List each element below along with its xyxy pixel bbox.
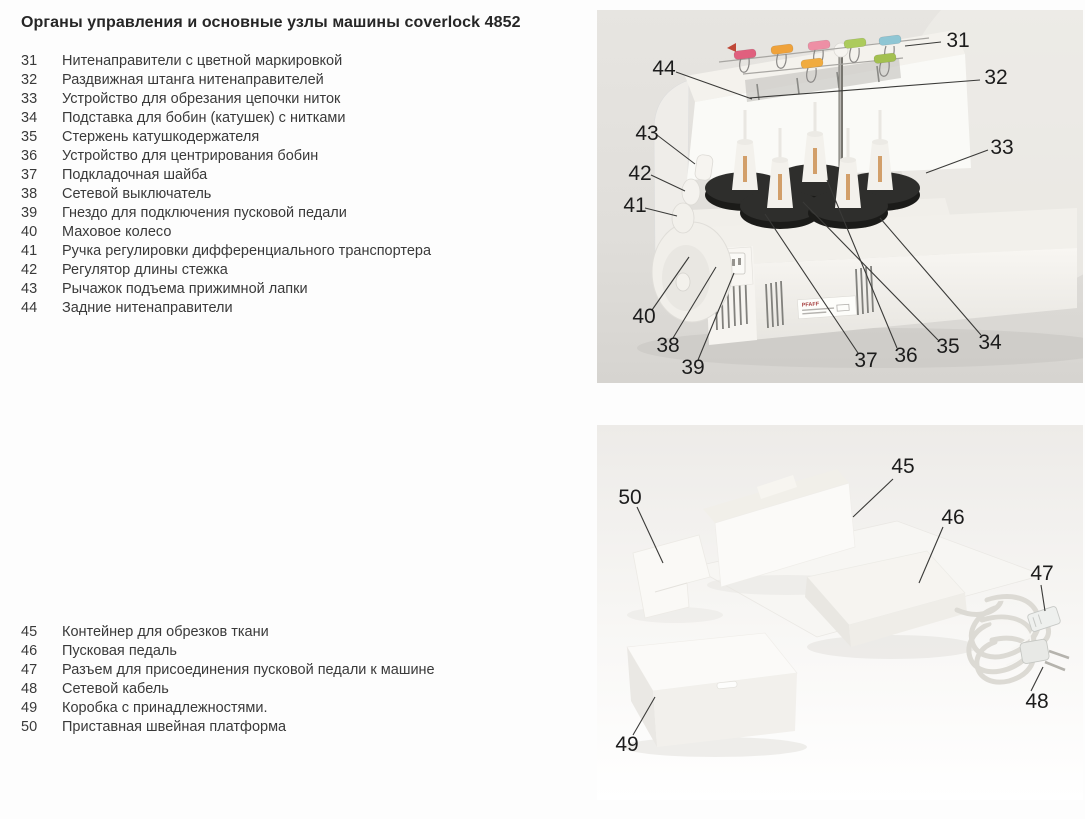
part-number: 34: [21, 110, 38, 126]
list-item: [21, 52, 586, 71]
stitch-length-dial: [682, 179, 700, 205]
callout-number-46: 46: [941, 506, 965, 529]
list-item: [21, 261, 586, 280]
list-item: [21, 204, 586, 223]
list-item: [21, 623, 586, 642]
list-item: [21, 109, 586, 128]
part-label: Пусковая педаль: [62, 643, 177, 659]
part-number: 36: [21, 148, 38, 164]
part-number: 42: [21, 262, 38, 278]
part-label: Сетевой выключатель: [62, 186, 212, 202]
callout-number-48: 48: [1025, 690, 1049, 713]
part-number: 48: [21, 681, 38, 697]
part-number: 40: [21, 224, 38, 240]
part-label: Нитенаправители с цветной маркировкой: [62, 53, 343, 69]
part-label: Гнездо для подключения пусковой педали: [62, 205, 347, 221]
part-number: 32: [21, 72, 38, 88]
part-label: Подкладочная шайба: [62, 167, 208, 183]
parts-list-bottom: [21, 623, 586, 737]
callout-number-42: 42: [628, 162, 652, 185]
list-item: [21, 280, 586, 299]
callout-number-32: 32: [984, 66, 1008, 89]
part-number: 50: [21, 719, 38, 735]
callout-number-40: 40: [632, 305, 656, 328]
part-label: Подставка для бобин (катушек) с нитками: [62, 110, 346, 126]
part-label: Рычажок подъема прижимной лапки: [62, 281, 308, 297]
part-label: Регулятор длины стежка: [62, 262, 228, 278]
figure-machine-back: [597, 10, 1083, 383]
part-number: 37: [21, 167, 38, 183]
callout-number-50: 50: [618, 486, 642, 509]
part-label: Задние нитенаправители: [62, 300, 233, 316]
differential-feed-dial: [672, 203, 694, 233]
callout-number-31: 31: [946, 29, 970, 52]
callout-number-38: 38: [656, 334, 680, 357]
callout-number-43: 43: [635, 122, 659, 145]
part-number: 31: [21, 53, 38, 69]
list-item: [21, 128, 586, 147]
part-number: 49: [21, 700, 38, 716]
list-item: [21, 299, 586, 318]
part-number: 46: [21, 643, 38, 659]
figure-accessories: [597, 425, 1083, 800]
part-label: Устройство для обрезания цепочки ниток: [62, 91, 341, 107]
callout-number-47: 47: [1030, 562, 1054, 585]
part-label: Разъем для присоединения пусковой педали к машине: [62, 662, 435, 678]
list-item: [21, 661, 586, 680]
page-title: Органы управления и основные узлы машины coverlock 4852: [21, 14, 521, 31]
list-item: [21, 166, 586, 185]
list-item: [21, 71, 586, 90]
callout-number-49: 49: [615, 733, 639, 756]
callout-number-39: 39: [681, 356, 705, 379]
brand-text: PFAFF: [801, 301, 820, 309]
part-label: Маховое колесо: [62, 224, 172, 240]
list-item: [21, 90, 586, 109]
list-item: [21, 699, 586, 718]
list-item: [21, 242, 586, 261]
part-label: Ручка регулировки дифференциального транспортера: [62, 243, 432, 259]
part-number: 39: [21, 205, 38, 221]
part-label: Приставная швейная платформа: [62, 719, 287, 735]
part-label: Стержень катушкодержателя: [62, 129, 260, 145]
part-number: 45: [21, 624, 38, 640]
part-number: 43: [21, 281, 38, 297]
part-label: Устройство для центрирования бобин: [62, 148, 319, 164]
callout-number-36: 36: [894, 344, 918, 367]
part-number: 38: [21, 186, 38, 202]
part-number: 47: [21, 662, 38, 678]
list-item: [21, 147, 586, 166]
parts-list-top: [21, 52, 586, 318]
presser-foot-lever: [694, 154, 713, 181]
part-number: 44: [21, 300, 38, 316]
list-item: [21, 642, 586, 661]
part-label: Контейнер для обрезков ткани: [62, 624, 269, 640]
part-label: Коробка с принадлежностями.: [62, 700, 268, 716]
callout-number-44: 44: [652, 57, 676, 80]
list-item: [21, 185, 586, 204]
part-number: 41: [21, 243, 38, 259]
callout-number-41: 41: [623, 194, 647, 217]
part-number: 35: [21, 129, 38, 145]
list-item: [21, 223, 586, 242]
callout-number-45: 45: [891, 455, 915, 478]
part-number: 33: [21, 91, 38, 107]
part-label: Сетевой кабель: [62, 681, 169, 697]
callout-number-33: 33: [990, 136, 1014, 159]
callout-number-35: 35: [936, 335, 960, 358]
list-item: [21, 718, 586, 737]
part-label: Раздвижная штанга нитенаправителей: [62, 72, 324, 88]
callout-number-37: 37: [854, 349, 878, 372]
machine-back-illustration: [597, 10, 1083, 383]
list-item: [21, 680, 586, 699]
accessories-illustration: [597, 425, 1083, 800]
callout-number-34: 34: [978, 331, 1002, 354]
